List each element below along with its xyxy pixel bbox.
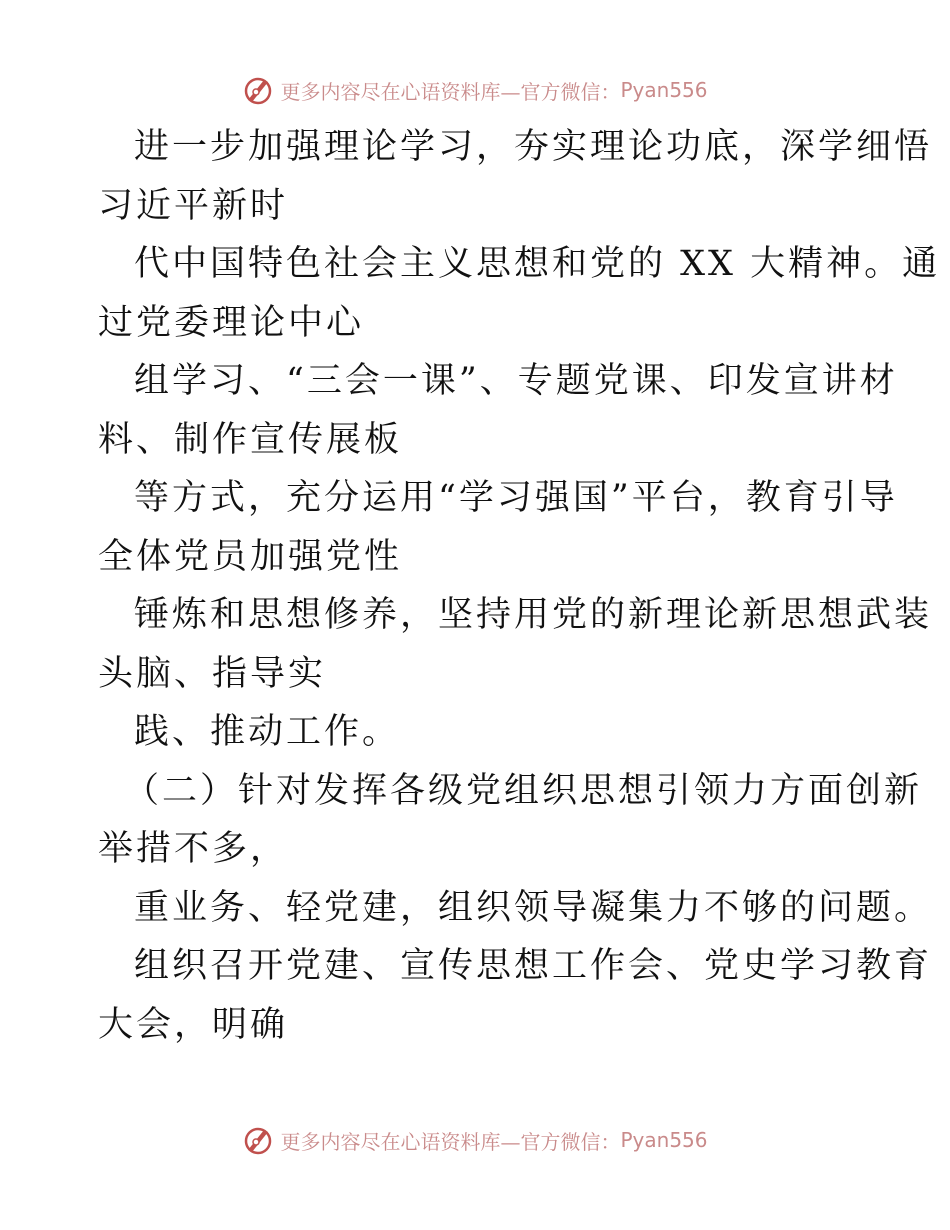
text-line: 等方式，充分运用“学习强国”平台，教育引导: [134, 478, 898, 518]
text-line: 料、制作宣传展板: [98, 419, 403, 460]
text-line: 组学习、“三会一课”、专题党课、印发宣讲材: [134, 361, 898, 401]
quill-logo-icon: [242, 1124, 274, 1156]
text-line: 头脑、指导实: [98, 653, 327, 694]
document-body: [98, 118, 941, 1054]
section-heading: （二）针对发挥各级党组织思想引领力方面创新: [124, 770, 923, 811]
text-line: 践、推动工作。: [134, 712, 401, 752]
text-line: 代中国特色社会主义思想和党的 XX 大精神。通: [134, 244, 941, 284]
text-line: 全体党员加强党性: [98, 536, 403, 577]
quill-logo-icon: [242, 74, 274, 106]
text-line: 进一步加强理论学习，夯实理论功底，深学细悟: [134, 127, 933, 167]
text-line: 举措不多，: [98, 829, 289, 869]
footer-watermark: [0, 1120, 950, 1160]
watermark-text: 更多内容尽在心语资料库—官方微信：: [280, 79, 621, 104]
watermark-text: 更多内容尽在心语资料库—官方微信：: [280, 1129, 621, 1154]
text-line: 习近平新时: [98, 185, 289, 226]
watermark-account: Pyan556: [620, 1128, 708, 1152]
text-line: 重业务、轻党建，组织领导凝集力不够的问题。: [134, 887, 933, 928]
text-line: 组织召开党建、宣传思想工作会、党史学习教育: [134, 946, 933, 986]
text-line: 大会，明确: [98, 1004, 289, 1045]
header-watermark: [0, 70, 950, 110]
text-line: 过党委理论中心: [98, 302, 365, 343]
text-line: 锤炼和思想修养，坚持用党的新理论新思想武装: [134, 595, 933, 635]
watermark-account: Pyan556: [620, 78, 708, 102]
